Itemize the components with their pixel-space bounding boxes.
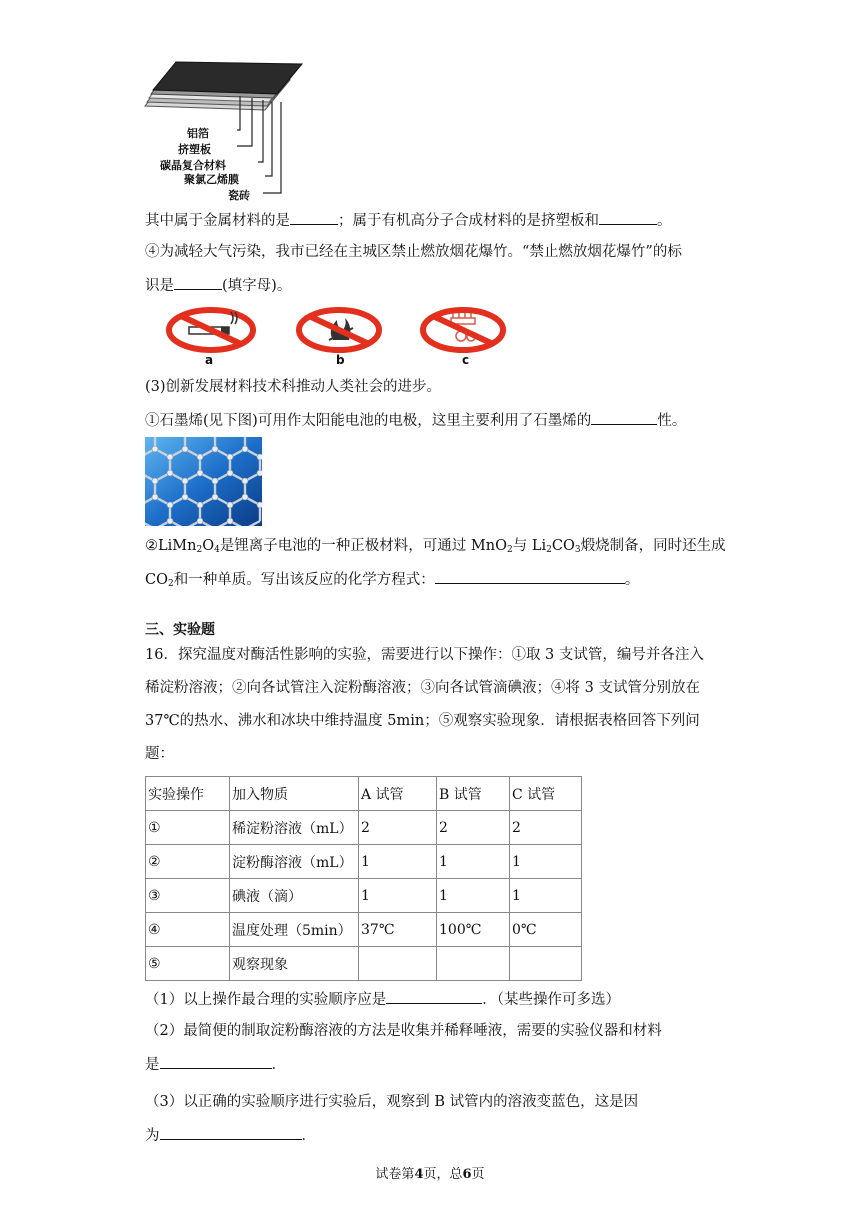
q16-sub2-line-1: （2）最简便的制取淀粉酶溶液的方法是收集并稀释唾液，需要的实验仪器和材料 xyxy=(145,1023,662,1039)
q15-limno-line xyxy=(145,536,726,560)
table-cell: 稀淀粉溶液（mL） xyxy=(230,811,359,845)
q16-sub2-text-b: ． xyxy=(271,1057,286,1073)
page-footer xyxy=(0,1163,860,1182)
table-cell: ④ xyxy=(146,913,230,947)
footer-text-b: 页，总 xyxy=(423,1167,463,1182)
equation-period: 。 xyxy=(624,572,640,588)
observation-cell-b[interactable] xyxy=(437,947,510,981)
sequence-answer-blank[interactable] xyxy=(386,988,482,1004)
layer-label-tile: 瓷砖 xyxy=(228,189,250,202)
observation-cell-a[interactable] xyxy=(359,947,437,981)
table-header-cell: B 试管 xyxy=(437,777,510,811)
layer-label-pvc-film: 聚氯乙烯膜 xyxy=(184,173,239,186)
table-row xyxy=(146,913,582,947)
section-3-title: 三、实验题 xyxy=(145,622,215,638)
table-header-cell: 实验操作 xyxy=(146,777,230,811)
table-row xyxy=(146,947,582,981)
table-cell: 碘液（滴） xyxy=(230,879,359,913)
prohibition-signs-figure xyxy=(145,306,527,368)
table-cell: ⑤ xyxy=(146,947,230,981)
q16-sub2-line-2 xyxy=(145,1053,286,1075)
table-cell: 1 xyxy=(437,845,510,879)
table-cell: 100℃ xyxy=(437,913,510,947)
q15-graphene-line xyxy=(145,409,686,431)
q15-sign-text-a: 识是 xyxy=(145,278,174,294)
table-cell: 温度处理（5min） xyxy=(230,913,359,947)
q15-graphene-text-b: 性。 xyxy=(657,413,687,429)
sign-a-no-smoking-icon xyxy=(163,306,259,354)
page-total: 6 xyxy=(462,1167,472,1182)
limno-text-e: 是锂离子电池的一种正极材料，可通过 MnO xyxy=(219,538,507,554)
equation-prompt-text: 和一种单质。写出该反应的化学方程式： xyxy=(173,572,435,588)
experiment-table xyxy=(145,776,582,981)
table-cell: 2 xyxy=(359,811,437,845)
graphene-property-blank[interactable] xyxy=(591,409,657,425)
table-row xyxy=(146,845,582,879)
footer-text-a: 试卷第 xyxy=(375,1167,415,1182)
footer-text-c: 页 xyxy=(471,1167,485,1182)
table-cell: 1 xyxy=(359,879,437,913)
layer-label-carbon-crystal: 碳晶复合材料 xyxy=(160,159,226,172)
q16-intro-line-2: 稀淀粉溶液；②向各试管注入淀粉酶溶液；③向各试管滴碘液；④将 3 支试管分别放在 xyxy=(145,680,700,696)
q16-sub3-line-1: （3）以正确的实验顺序进行实验后，观察到 B 试管内的溶液变蓝色，这是因 xyxy=(145,1094,639,1110)
table-cell: ③ xyxy=(146,879,230,913)
page-number: 4 xyxy=(414,1167,424,1182)
q16-sub2-text-a: 是 xyxy=(145,1057,160,1073)
sign-c-label: c xyxy=(462,353,470,367)
graphene-lattice-drawing xyxy=(145,437,262,526)
table-row xyxy=(146,879,582,913)
table-cell: ① xyxy=(146,811,230,845)
observation-cell-c[interactable] xyxy=(510,947,582,981)
polymer-answer-blank[interactable] xyxy=(599,209,657,225)
q15-equation-line xyxy=(145,568,639,594)
q16-intro-line-4: 题： xyxy=(145,746,174,762)
table-cell: 1 xyxy=(510,879,582,913)
limno-sub-2: 2 xyxy=(196,545,203,555)
q16-sub1-text-b: ．（某些操作可多选） xyxy=(482,992,620,1008)
co2-text: CO xyxy=(145,572,168,588)
table-row xyxy=(146,811,582,845)
mno2-sub: 2 xyxy=(507,545,513,555)
q16-intro-line-3: 37℃的热水、沸水和冰块中维持温度 5min；⑤观察实验现象．请根据表格回答下列问 xyxy=(145,713,700,729)
layer-label-aluminum: 铝箔 xyxy=(187,127,209,140)
table-cell: 2 xyxy=(437,811,510,845)
limno-text-g: 与 Li xyxy=(512,538,547,554)
q15-metal-text-b: ；属于有机高分子合成材料的是挤塑板和 xyxy=(338,213,599,229)
table-header-cell: 加入物质 xyxy=(230,777,359,811)
q16-sub3-text-b: ． xyxy=(301,1128,316,1144)
table-header-cell: A 试管 xyxy=(359,777,437,811)
q16-sub1-line xyxy=(145,988,620,1010)
q15-sign-text-b: (填字母)。 xyxy=(222,278,292,294)
limno-text-a: ②LiMn xyxy=(145,538,197,554)
q15-metal-line xyxy=(145,209,672,231)
q15-part3-heading: (3)创新发展材料技术科推动人类社会的进步。 xyxy=(145,379,442,395)
graphene-image xyxy=(145,437,262,526)
co2-sub: 2 xyxy=(167,579,174,589)
q15-metal-text-a: 其中属于金属材料的是 xyxy=(145,213,290,229)
q15-metal-text-c: 。 xyxy=(657,213,672,229)
table-cell: 观察现象 xyxy=(230,947,359,981)
q16-sub3-line-2 xyxy=(145,1124,316,1146)
sign-b-no-fire-icon xyxy=(293,306,385,354)
table-cell: 1 xyxy=(510,845,582,879)
limno-text-k: 煅烧制备，同时还生成 xyxy=(580,538,726,554)
table-cell: 37℃ xyxy=(359,913,437,947)
table-header-row xyxy=(146,777,582,811)
metal-answer-blank[interactable] xyxy=(290,209,338,225)
reason-answer-blank[interactable] xyxy=(160,1124,302,1140)
limno-text-c: O xyxy=(202,538,215,554)
co3-sub: 3 xyxy=(574,545,581,555)
sign-a-label: a xyxy=(205,353,214,367)
table-cell: 1 xyxy=(437,879,510,913)
limno-text-i: CO xyxy=(551,538,575,554)
sign-c-no-fireworks-icon xyxy=(417,306,509,354)
q16-sub3-text-a: 为 xyxy=(145,1128,160,1144)
q15-sign-line xyxy=(145,274,291,296)
q15-fireworks-line: ④为减轻大气污染，我市已经在主城区禁止燃放烟花爆竹。“禁止燃放烟花爆竹”的标 xyxy=(145,244,682,260)
instruments-answer-blank[interactable] xyxy=(160,1053,272,1069)
sign-b-label: b xyxy=(336,353,345,367)
q16-intro-line-1: 16．探究温度对酶活性影响的实验，需要进行以下操作：①取 3 支试管，编号并各注入 xyxy=(145,647,704,663)
sign-answer-blank[interactable] xyxy=(174,274,222,290)
q15-graphene-text-a: ①石墨烯(见下图)可用作太阳能电池的电极，这里主要利用了石墨烯的 xyxy=(145,413,592,429)
table-cell: 1 xyxy=(359,845,437,879)
table-cell: 0℃ xyxy=(510,913,582,947)
table-cell: 2 xyxy=(510,811,582,845)
li2-sub: 2 xyxy=(546,545,552,555)
equation-answer-blank[interactable] xyxy=(435,568,625,584)
table-header-cell: C 试管 xyxy=(510,777,582,811)
layered-material-figure xyxy=(140,60,310,202)
limno-sub-4: 4 xyxy=(214,545,220,555)
q16-sub1-text-a: （1）以上操作最合理的实验顺序应是 xyxy=(145,992,387,1008)
table-cell: ② xyxy=(146,845,230,879)
table-cell: 淀粉酶溶液（mL） xyxy=(230,845,359,879)
layer-label-xps-board: 挤塑板 xyxy=(178,143,211,156)
